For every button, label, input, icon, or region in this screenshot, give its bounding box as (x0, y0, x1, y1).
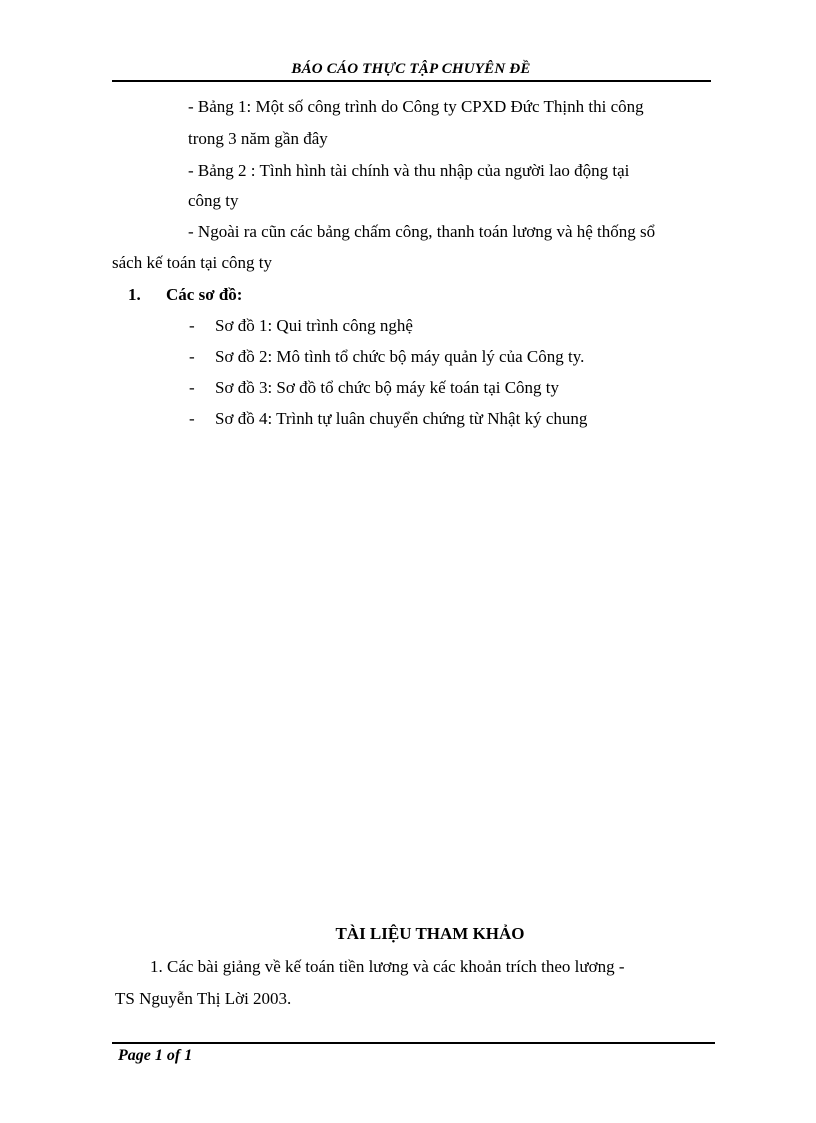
table-2-line-2: công ty (188, 191, 239, 210)
other-line-2: sách kế toán tại công ty (112, 253, 273, 272)
section-heading: Các sơ đồ: (166, 285, 243, 304)
header-rule (112, 80, 711, 82)
references-title: TÀI LIỆU THAM KHẢO (335, 924, 525, 943)
bullet-dash: - (189, 409, 195, 428)
table-2-line-1: - Bảng 2 : Tình hình tài chính và thu nhập của người lao động tại (188, 161, 630, 180)
diagram-item-2: Sơ đồ 2: Mô tình tổ chức bộ máy quản lý của Công ty. (215, 347, 585, 366)
table-1-line-1: - Bảng 1: Một số công trình do Công ty CPXD Đức Thịnh thi công (188, 97, 644, 116)
reference-1-line-2: TS Nguyễn Thị Lời 2003. (115, 989, 292, 1008)
page-number: Page 1 of 1 (118, 1047, 193, 1064)
bullet-dash: - (189, 316, 195, 335)
other-line-1: - Ngoài ra cũn các bảng chấm công, thanh toán lương và hệ thống sổ (188, 222, 656, 241)
diagram-item-3: Sơ đồ 3: Sơ đồ tổ chức bộ máy kế toán tại Công ty (215, 378, 560, 397)
footer-rule (112, 1042, 715, 1044)
section-number: 1. (128, 285, 141, 304)
diagram-item-1: Sơ đồ 1: Qui trình công nghệ (215, 316, 413, 335)
bullet-dash: - (189, 347, 195, 366)
bullet-dash: - (189, 378, 195, 397)
diagram-item-4: Sơ đồ 4: Trình tự luân chuyển chứng từ Nhật ký chung (215, 409, 588, 428)
table-1-line-2: trong 3 năm gần đây (188, 129, 328, 148)
header-title: BÁO CÁO THỰC TẬP CHUYÊN ĐỀ (291, 61, 531, 77)
reference-1-line-1: 1. Các bài giảng về kế toán tiền lương và các khoản trích theo lương - (150, 957, 625, 976)
